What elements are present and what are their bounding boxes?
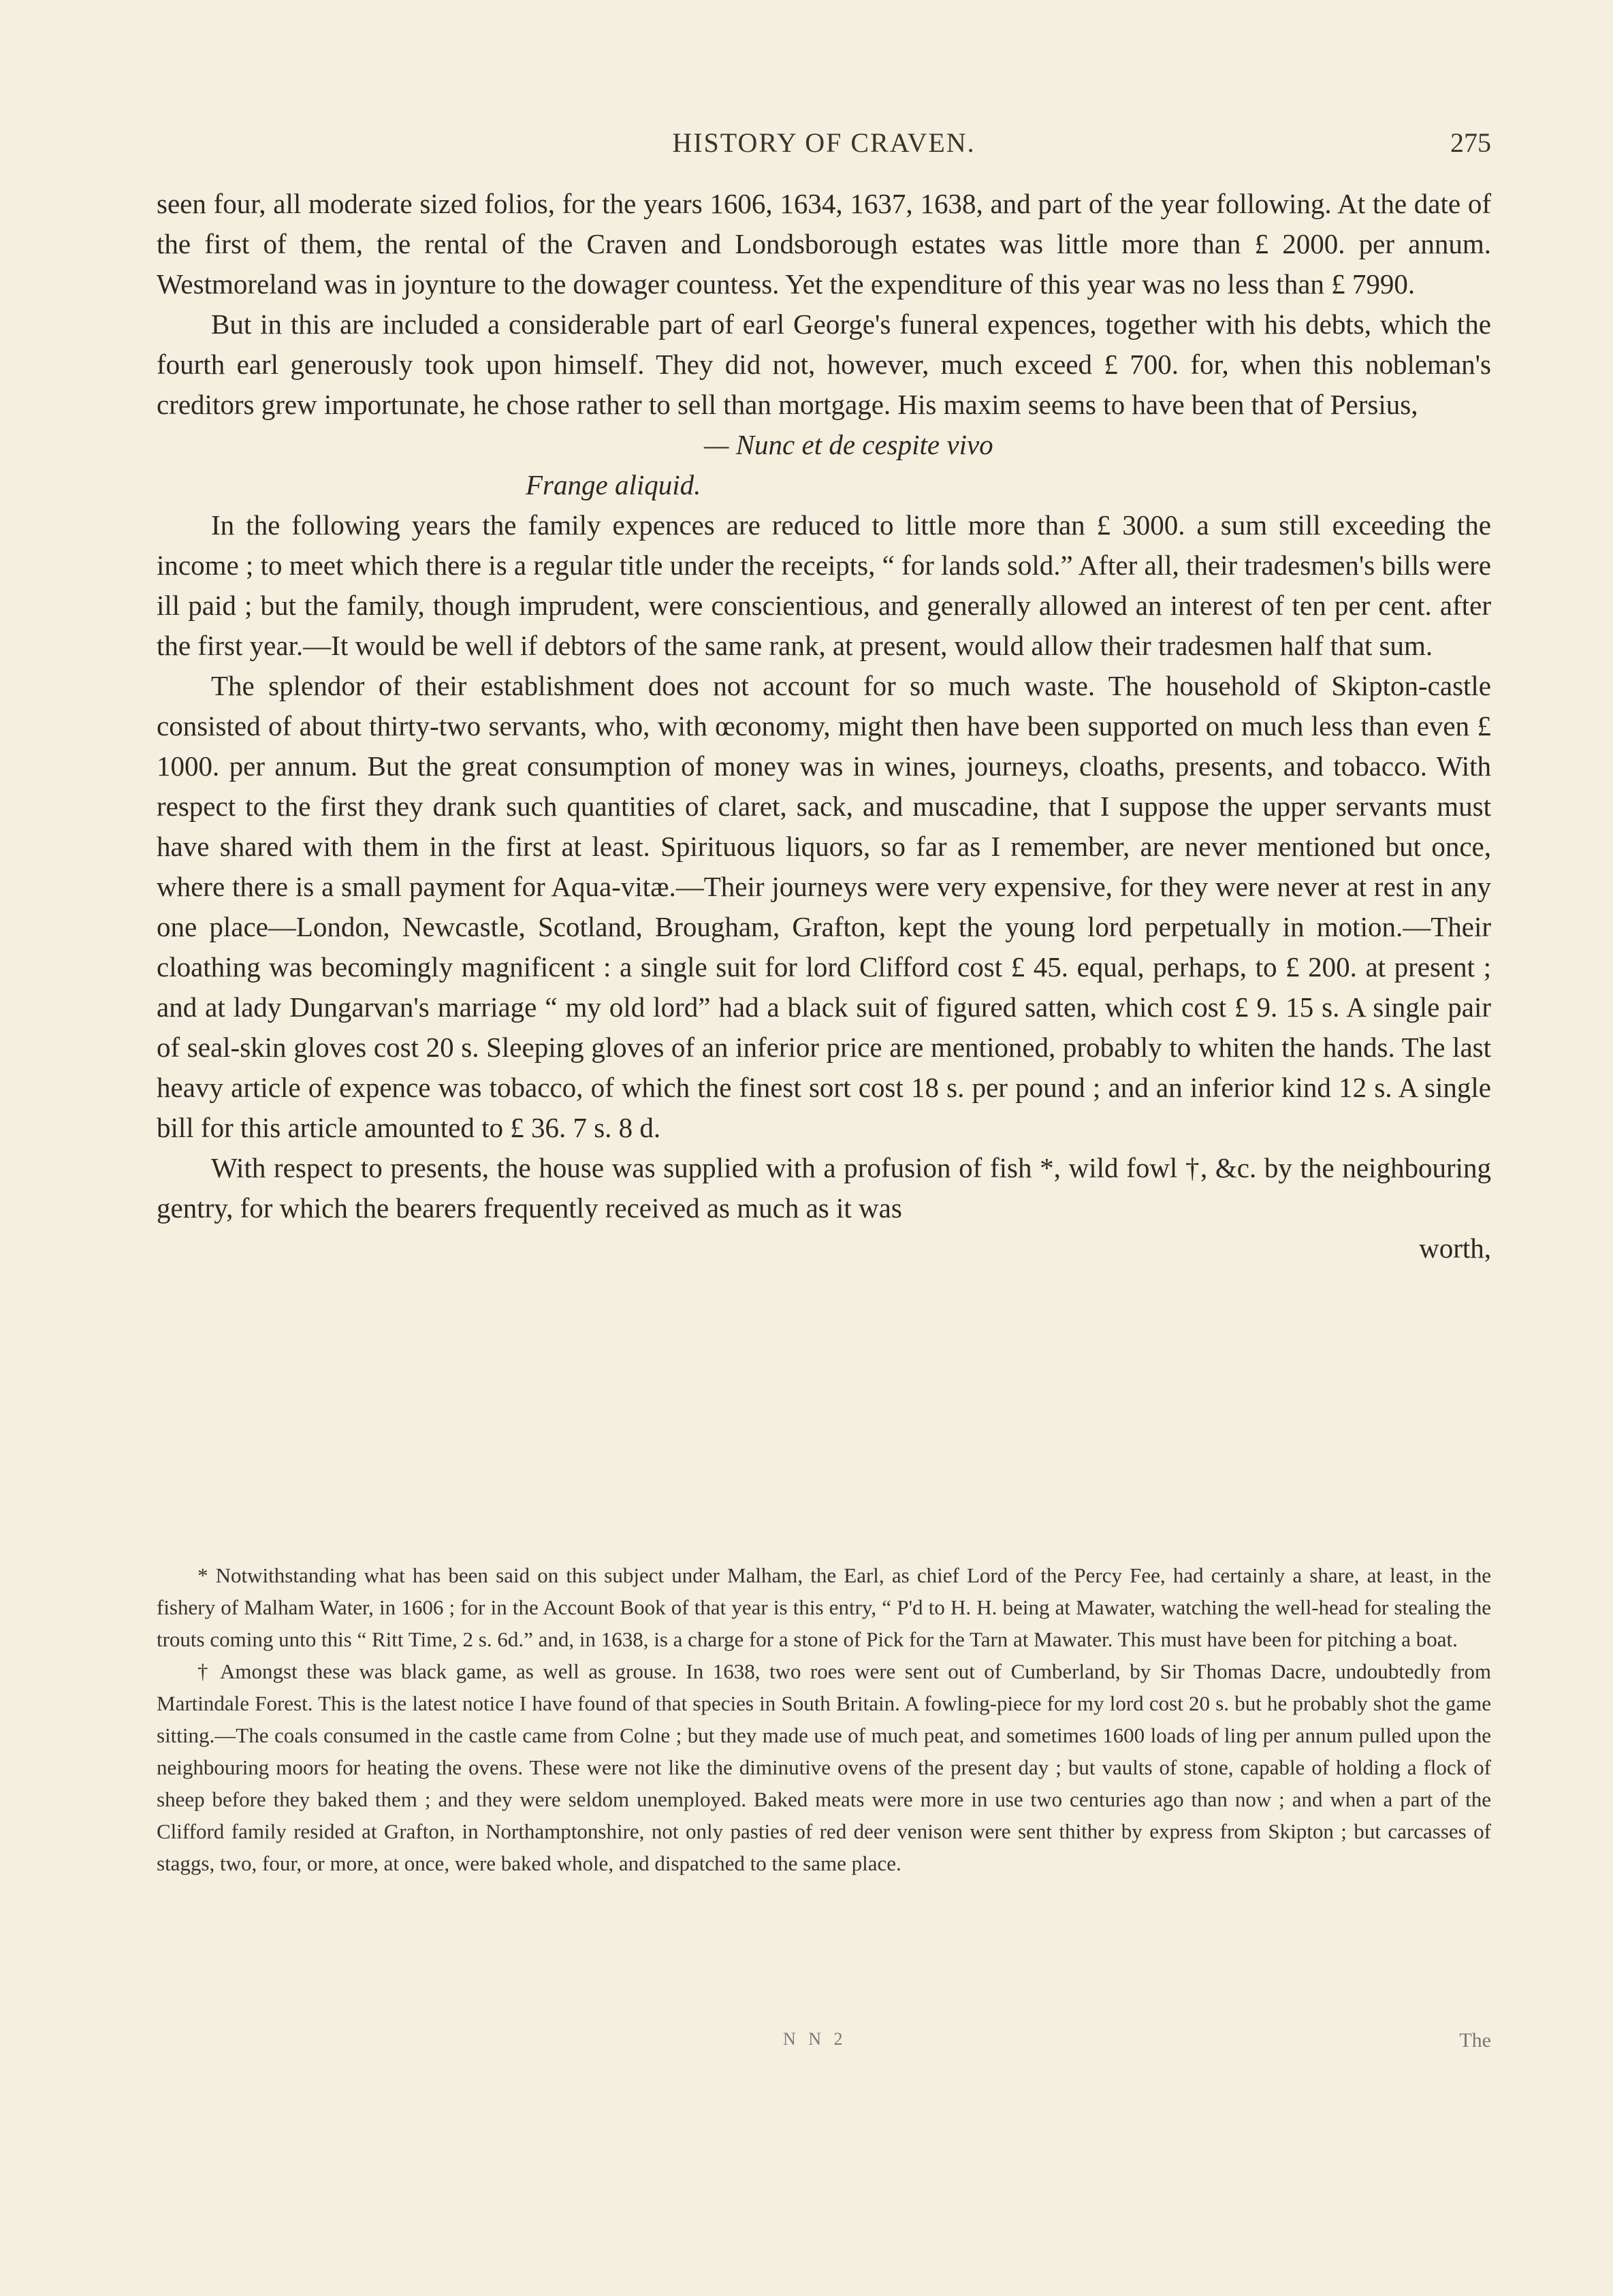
main-text	[157, 184, 1491, 1269]
running-title: HISTORY OF CRAVEN.	[672, 127, 976, 158]
latin-quote-line-2: Frange aliquid.	[526, 469, 701, 500]
paragraph-continued: seen four, all moderate sized folios, for the years 1606, 1634, 1637, 1638, and part of the year following. At the date of the first of them, the rental of the Craven and Londsborough estates was little more than £ 2000. per annum. Westmoreland was in joynture to the dowager countess. Yet the expenditure of this year was no less than £ 7990.	[157, 188, 1491, 300]
paragraph: The splendor of their establishment does not account for so much waste. The household of Skipton-castle consisted of about thirty-two servants, who, with œconomy, might then have been supported on much less than even £ 1000. per annum. But the great consumption of money was in wines, journeys, cloaths, presents, and tobacco. With respect to the first they drank such quantities of claret, sack, and muscadine, that I suppose the upper servants must have shared with them in the first at least. Spirituous liquors, so far as I remember, are never mentioned but once, where there is a small payment for Aqua-vitæ.—Their journeys were very expensive, for they were never at rest in any one place—London, Newcastle, Scotland, Brougham, Grafton, kept the young lord perpetually in motion.—Their cloathing was becomingly magnificent : a single suit for lord Clifford cost £ 45. equal, perhaps, to £ 200. at present ; and at lady Dungarvan's marriage “ my old lord” had a black suit of figured satten, which cost £ 9. 15 s. A single pair of seal-skin gloves cost 20 s. Sleeping gloves of an inferior price are mentioned, probably to whiten the hands. The last heavy article of expence was tobacco, of which the finest sort cost 18 s. per pound ; and an inferior kind 12 s. A single bill for this article amounted to £ 36. 7 s. 8 d.	[157, 670, 1491, 1143]
paragraph: In the following years the family expences are reduced to little more than £ 3000. a sum still exceeding the income ; to meet which there is a regular title under the receipts, “ for lands sold.” After all, their tradesmen's bills were ill paid ; but the family, though imprudent, were conscientious, and generally allowed an interest of ten per cent. after the first year.—It would be well if debtors of the same rank, at present, would allow their tradesmen half that sum.	[157, 509, 1491, 661]
signature-mark: N N 2	[783, 2029, 847, 2049]
catchword-line: worth,	[1419, 1232, 1491, 1264]
page-number: 275	[1450, 127, 1491, 158]
paragraph: But in this are included a considerable part of earl George's funeral expences, together with his debts, which the fourth earl generously took upon himself. They did not, however, much exceed £ 700. for, when this nobleman's creditors grew importunate, he chose rather to sell than mortgage. His maxim seems to have been that of Persius,	[157, 308, 1491, 420]
paragraph: With respect to presents, the house was supplied with a profusion of fish *, wild fowl †, &c. by the neighbouring gentry, for which the bearers frequently received as much as it was	[157, 1152, 1491, 1224]
page-footer	[157, 2029, 1491, 2059]
footnote-asterisk: * Notwithstanding what has been said on this subject under Malham, the Earl, as chief Lord of the Percy Fee, had certainly a share, at least, in the fishery of Malham Water, in 1606 ; for in the Account Book of that year is this entry, “ P'd to H. H. being at Mawater, watching the well-head for stealing the trouts coming unto this “ Ritt Time, 2 s. 6d.” and, in 1638, is a charge for a stone of Pick for the Tarn at Mawater. This must have been for pitching a boat.	[157, 1563, 1491, 1651]
footnotes	[157, 1559, 1491, 1879]
running-header	[157, 127, 1491, 168]
catchword: The	[1459, 2029, 1491, 2052]
footnote-dagger: † Amongst these was black game, as well as grouse. In 1638, two roes were sent out of Cumberland, by Sir Thomas Dacre, undoubtedly from Martindale Forest. This is the latest notice I have found of that species in South Britain. A fowling-piece for my lord cost 20 s. but he probably shot the game sitting.—The coals consumed in the castle came from Colne ; but they made use of much peat, and sometimes 1600 loads of ling per annum pulled upon the neighbouring moors for heating the ovens. These were not like the diminutive ovens of the present day ; but vaults of stone, capable of holding a flock of sheep before they baked them ; and they were seldom unemployed. Baked meats were more in use two centuries ago than now ; and when a part of the Clifford family resided at Grafton, in Northamptonshire, not only pasties of red deer venison were sent thither by express from Skipton ; but carcasses of staggs, two, four, or more, at once, were baked whole, and dispatched to the same place.	[157, 1659, 1491, 1875]
latin-quote-line-1: — Nunc et de cespite vivo	[704, 429, 993, 460]
